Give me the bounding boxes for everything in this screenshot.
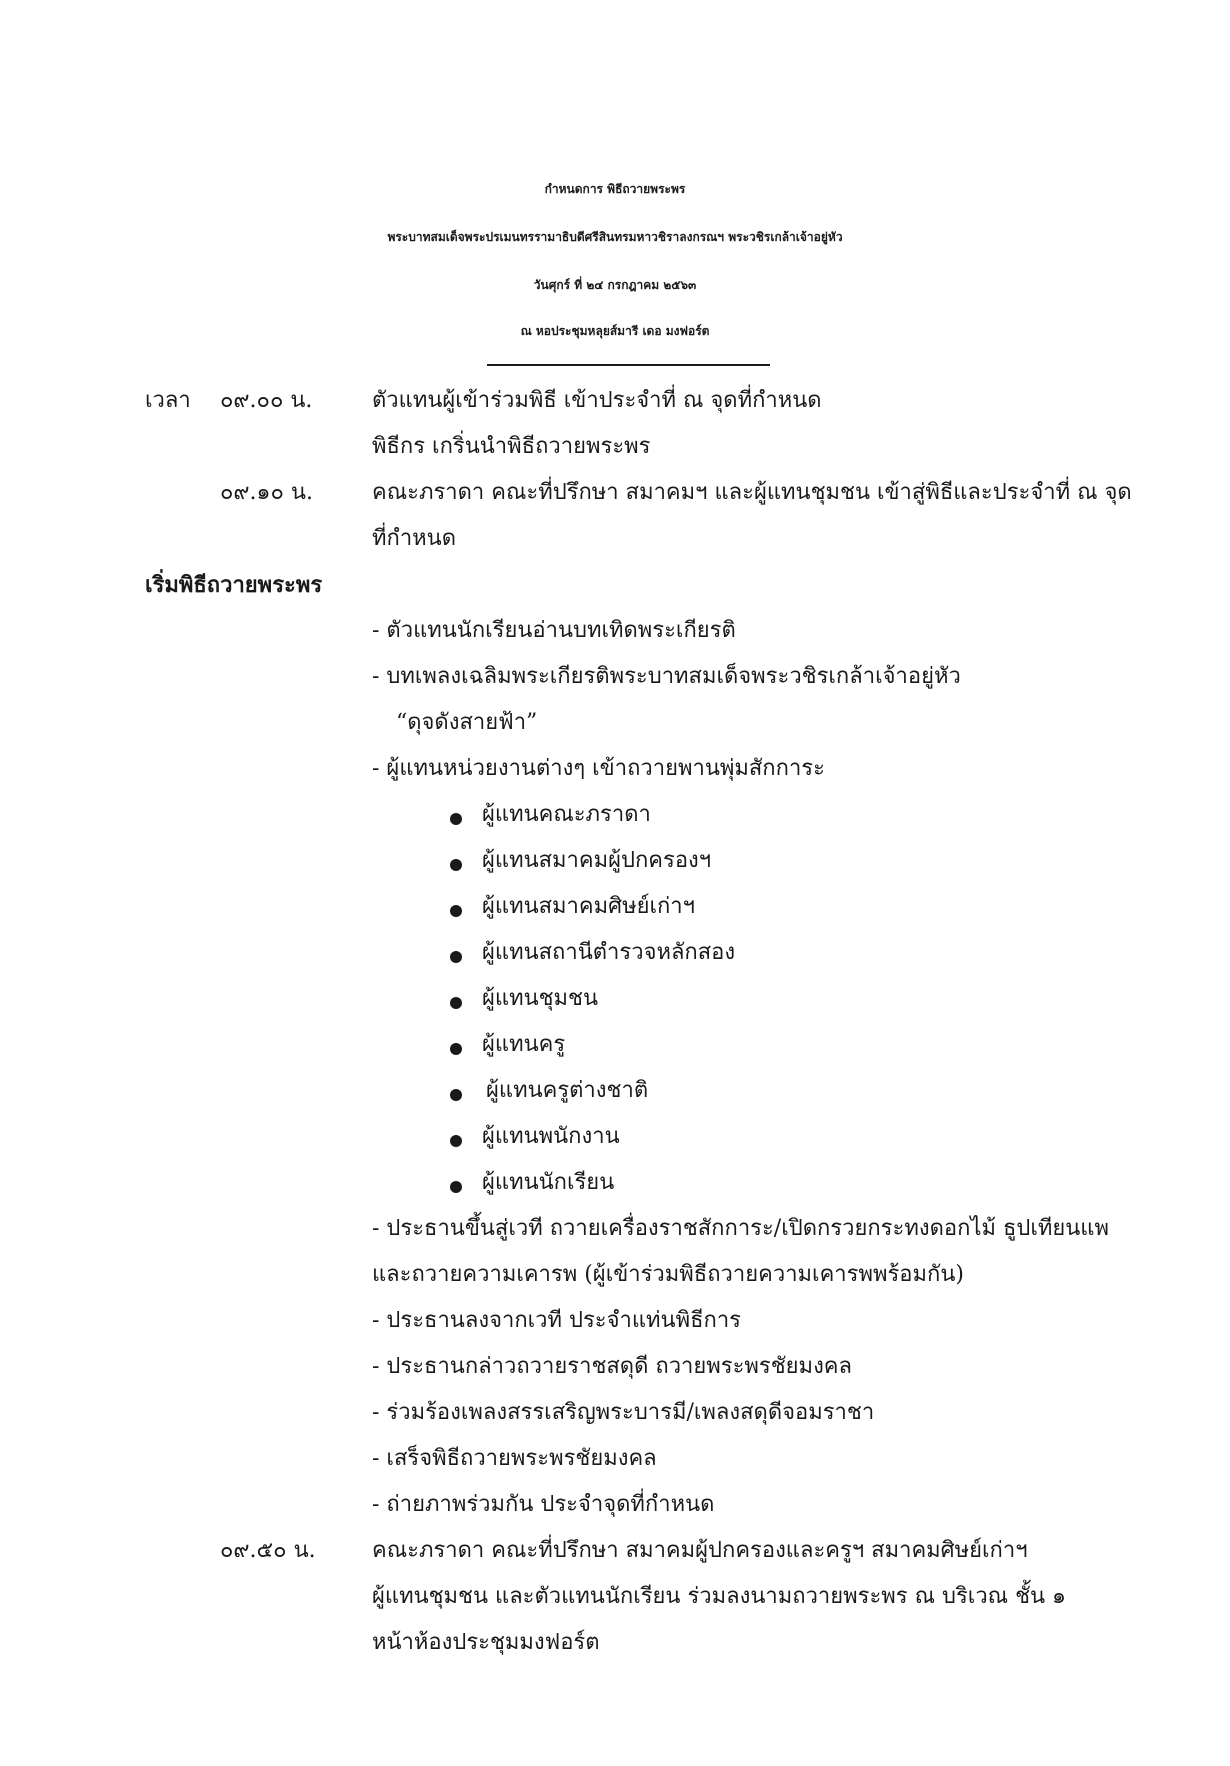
step-item: - บทเพลงเฉลิมพระเกียรติพระบาทสมเด็จพระวชิรเกล้าเจ้าอยู่หัว [372,664,961,689]
step-item: - ถ่ายภาพร่วมกัน ประจำจุดที่กำหนด [372,1492,715,1517]
item-0910-line1: คณะภราดา คณะที่ปรึกษา สมาคมฯ และผู้แทนชุมชน เข้าสู่พิธีและประจำที่ ณ จุด [372,480,1132,505]
list-item: ผู้แทนสมาคมศิษย์เก่าฯ [482,894,696,919]
time-0950: ๐๙.๕๐ น. [220,1538,316,1563]
step-item: - ผู้แทนหน่วยงานต่างๆ เข้าถวายพานพุ่มสักการะ [372,756,825,781]
title-date: วันศุกร์ ที่ ๒๔ กรกฎาคม ๒๕๖๓ [533,278,697,292]
song-title: “ดุจดังสายฟ้า” [396,710,538,735]
step-item: - ประธานลงจากเวที ประจำแท่นพิธีการ [372,1308,741,1333]
item-0950-line2: ผู้แทนชุมชน และตัวแทนนักเรียน ร่วมลงนามถวายพระพร ณ บริเวณ ชั้น ๑ [372,1584,1067,1609]
step-item: - ตัวแทนนักเรียนอ่านบทเทิดพระเกียรติ [372,618,736,643]
bullet-icon [450,1089,462,1101]
item-0950-line1: คณะภราดา คณะที่ปรึกษา สมาคมผู้ปกครองและครูฯ สมาคมศิษย์เก่าฯ [372,1538,1028,1563]
bullet-icon [450,1043,462,1055]
list-item: ผู้แทนครูต่างชาติ [486,1078,649,1103]
list-item: ผู้แทนครู [482,1032,566,1057]
step-item: - ประธานขึ้นสู่เวที ถวายเครื่องราชสักการะ/เปิดกรวยกระทงดอกไม้ ธูปเทียนแพ [372,1216,1109,1241]
list-item: ผู้แทนนักเรียน [482,1170,615,1195]
bullet-icon [450,1181,462,1193]
list-item: ผู้แทนสถานีตำรวจหลักสอง [482,940,736,965]
bullet-icon [450,813,462,825]
bullet-icon [450,1135,462,1147]
step-item: - ร่วมร้องเพลงสรรเสริญพระบารมี/เพลงสดุดีจอมราชา [372,1400,875,1425]
step-item: - ประธานกล่าวถวายราชสดุดี ถวายพระพรชัยมงคล [372,1354,853,1379]
title-venue: ณ หอประชุมหลุยส์มารี เดอ มงฟอร์ต [520,324,710,338]
bullet-icon [450,905,462,917]
time-0900: ๐๙.๐๐ น. [220,388,313,413]
title-line: กำหนดการ พิธีถวายพระพร [544,182,686,196]
time-0910: ๐๙.๑๐ น. [220,480,313,505]
item-0900-line2: พิธีกร เกริ่นนำพิธีถวายพระพร [372,434,651,459]
title-king-name: พระบาทสมเด็จพระปรเมนทรรามาธิบดีศรีสินทรมหาวชิราลงกรณฯ พระวชิรเกล้าเจ้าอยู่หัว [387,230,843,244]
list-item: ผู้แทนพนักงาน [482,1124,620,1149]
bullet-icon [450,997,462,1009]
item-0910-line2: ที่กำหนด [372,526,457,551]
item-0900-line1: ตัวแทนผู้เข้าร่วมพิธี เข้าประจำที่ ณ จุดที่กำหนด [372,388,822,413]
section-title: เริ่มพิธีถวายพระพร [145,572,323,598]
title-underline [487,364,770,366]
time-label: เวลา [145,388,191,413]
bullet-icon [450,859,462,871]
list-item: ผู้แทนสมาคมผู้ปกครองฯ [482,848,712,873]
step-item: - เสร็จพิธีถวายพระพรชัยมงคล [372,1446,657,1471]
item-0950-line3: หน้าห้องประชุมมงฟอร์ต [372,1630,600,1655]
bullet-icon [450,951,462,963]
list-item: ผู้แทนคณะภราดา [482,802,651,827]
list-item: ผู้แทนชุมชน [482,986,599,1011]
step-item-continued: และถวายความเคารพ (ผู้เข้าร่วมพิธีถวายความเคารพพร้อมกัน) [372,1262,964,1287]
